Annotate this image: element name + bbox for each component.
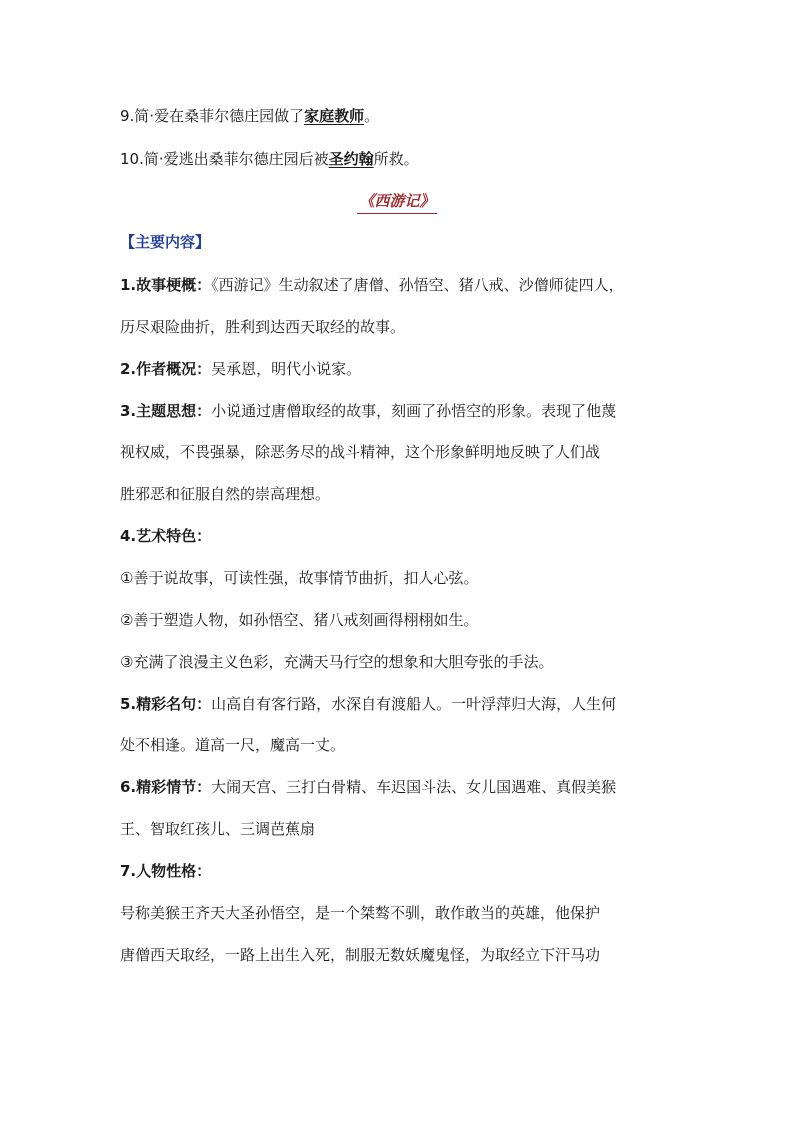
author-heading: 2.作者概况： <box>120 360 212 378</box>
art-heading: 4.艺术特色： <box>120 527 212 545</box>
plot-line-1 <box>120 777 690 797</box>
theme-line-3: 胜邪恶和征服自然的崇高理想。 <box>120 485 331 503</box>
author-line <box>120 359 690 379</box>
summary-line-1 <box>120 275 690 295</box>
item-10-prefix: 10.简·爱逃出桑菲尔德庄园后被 <box>120 150 329 168</box>
item-9-prefix: 9.简·爱在桑菲尔德庄园做了 <box>120 107 305 125</box>
section-label: 【主要内容】 <box>120 233 211 251</box>
theme-heading: 3.主题思想： <box>120 402 212 420</box>
art-point-3: ③充满了浪漫主义色彩，充满天马行空的想象和大胆夸张的手法。 <box>120 653 554 671</box>
plot-line-2: 王、智取红孩儿、三调芭蕉扇 <box>120 820 316 838</box>
theme-line-2: 视权威，不畏强暴，除恶务尽的战斗精神，这个形象鲜明地反映了人们战 <box>120 443 601 461</box>
quote-line-1 <box>120 694 690 714</box>
item-10-answer: 圣约翰 <box>328 150 374 168</box>
art-point-2: ②善于塑造人物，如孙悟空、猪八戒刻画得栩栩如生。 <box>120 611 479 629</box>
jane-eyre-item-10 <box>120 149 690 169</box>
summary-heading: 1.故事梗概： <box>120 276 212 294</box>
item-10-suffix: 所救。 <box>373 150 419 168</box>
plot-text-1: 大闹天宫、三打白骨精、车迟国斗法、女儿国遇难、真假美猴 <box>211 778 617 796</box>
item-9-answer: 家庭教师 <box>304 107 365 125</box>
quote-line-2: 处不相逢。道高一尺，魔高一丈。 <box>120 736 346 754</box>
jane-eyre-item-9 <box>120 106 690 126</box>
art-point-1: ①善于说故事，可读性强，故事情节曲折，扣人心弦。 <box>120 569 479 587</box>
quote-heading: 5.精彩名句： <box>120 695 212 713</box>
theme-line-1 <box>120 401 690 421</box>
item-9-suffix: 。 <box>364 107 380 125</box>
character-heading: 7.人物性格： <box>120 862 212 880</box>
theme-text-1: 小说通过唐僧取经的故事，刻画了孙悟空的形象。表现了他蔑 <box>211 402 617 420</box>
character-line-2: 唐僧西天取经，一路上出生入死，制服无数妖魔鬼怪，为取经立下汗马功 <box>120 946 601 964</box>
summary-text-1: 《西游记》生动叙述了唐僧、孙悟空、猪八戒、沙僧师徒四人， <box>211 276 624 294</box>
summary-line-2: 历尽艰险曲折，胜利到达西天取经的故事。 <box>120 318 406 336</box>
character-line-1: 号称美猴王齐天大圣孙悟空，是一个桀骜不驯，敢作敢当的英雄，他保护 <box>120 904 601 922</box>
quote-text-1: 山高自有客行路，水深自有渡船人。一叶浮萍归大海，人生何 <box>211 695 617 713</box>
author-text: 吴承恩，明代小说家。 <box>211 360 362 378</box>
book-title-text: 《西游记》 <box>357 190 436 214</box>
plot-heading: 6.精彩情节： <box>120 778 212 796</box>
book-title <box>0 190 794 214</box>
